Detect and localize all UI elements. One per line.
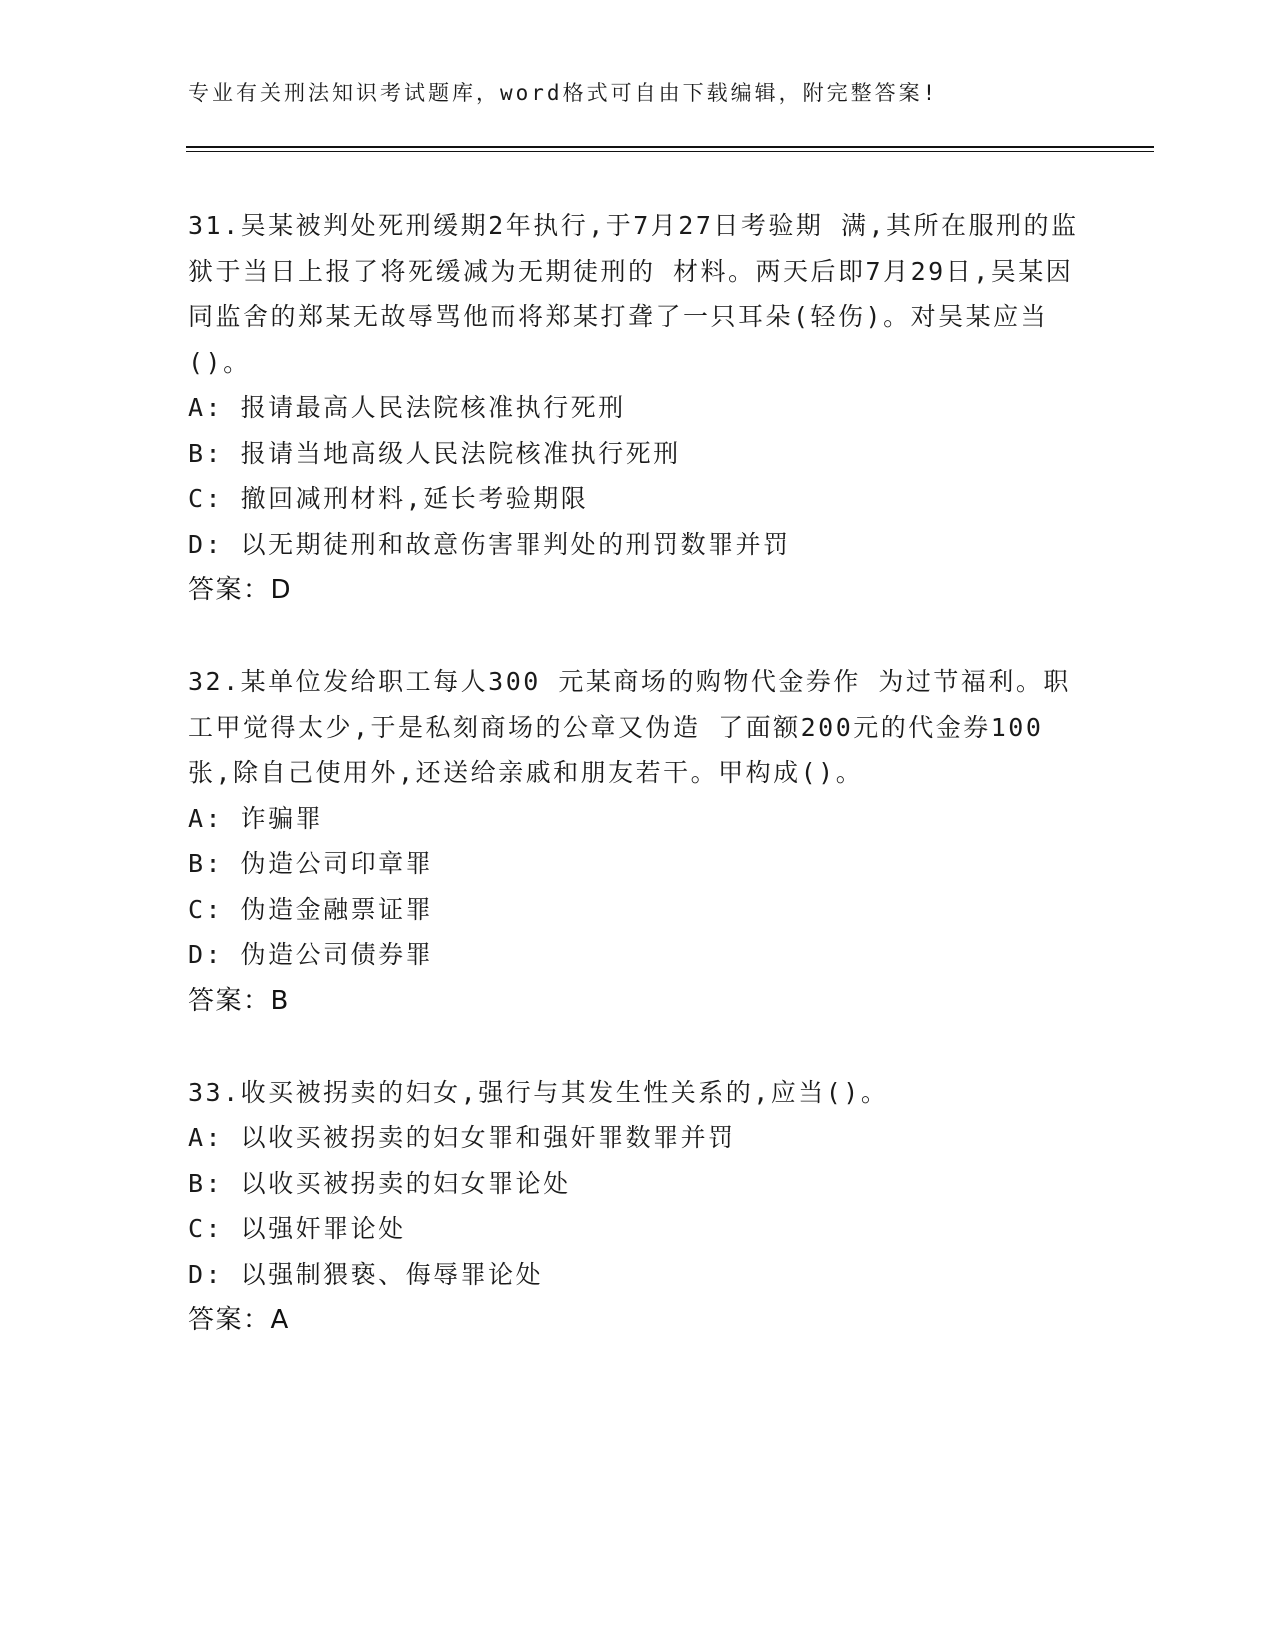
answer: 答案：B	[188, 985, 290, 1016]
answer: 答案：A	[188, 1305, 290, 1335]
option-c: C: 以强奸罪论处	[188, 1214, 406, 1243]
question-text: 33.收买被拐卖的妇女,强行与其发生性关系的,应当()。	[188, 1077, 889, 1107]
option-a: A: 以收买被拐卖的妇女罪和强奸罪数罪并罚	[188, 1123, 736, 1152]
question-text: 31.吴某被判处死刑缓期2年执行,于7月27日考验期 满,其所在服刑的监狱于当日上报了将死缓减为无期徒刑的 材料。两天后即7月29日,吴某因同监舍的郑某无故辱骂他而将郑某打聋了一只耳朵(轻伤)。对吴某应当()。	[188, 211, 1079, 377]
option-b: B: 伪造公司印章罪	[188, 849, 434, 878]
page-header: 专业有关刑法知识考试题库，word格式可自由下载编辑，附完整答案!	[188, 81, 939, 105]
question-33	[188, 1070, 1088, 1344]
header-rule-thick	[186, 146, 1154, 148]
option-c: C: 撤回减刑材料,延长考验期限	[188, 484, 589, 513]
question-list	[188, 203, 1088, 1389]
header-rule-thin	[186, 151, 1154, 152]
option-b: B: 以收买被拐卖的妇女罪论处	[188, 1168, 571, 1198]
option-a: A: 诈骗罪	[188, 803, 324, 833]
option-a: A: 报请最高人民法院核准执行死刑	[188, 393, 626, 422]
question-31	[188, 203, 1088, 613]
option-d: D: 以强制猥亵、侮辱罪论处	[188, 1259, 544, 1289]
option-c: C: 伪造金融票证罪	[188, 894, 434, 924]
option-d: D: 以无期徒刑和故意伤害罪判处的刑罚数罪并罚	[188, 529, 791, 559]
option-b: B: 报请当地高级人民法院核准执行死刑	[188, 438, 681, 468]
answer: 答案：D	[188, 575, 293, 605]
question-32	[188, 659, 1088, 1024]
option-d: D: 伪造公司债券罪	[188, 940, 434, 969]
question-text: 32.某单位发给职工每人300 元某商场的购物代金券作 为过节福利。职工甲觉得太少,于是私刻商场的公章又伪造 了面额200元的代金券100张,除自己使用外,还送给亲戚和朋友若干。甲构成()。	[188, 667, 1071, 787]
